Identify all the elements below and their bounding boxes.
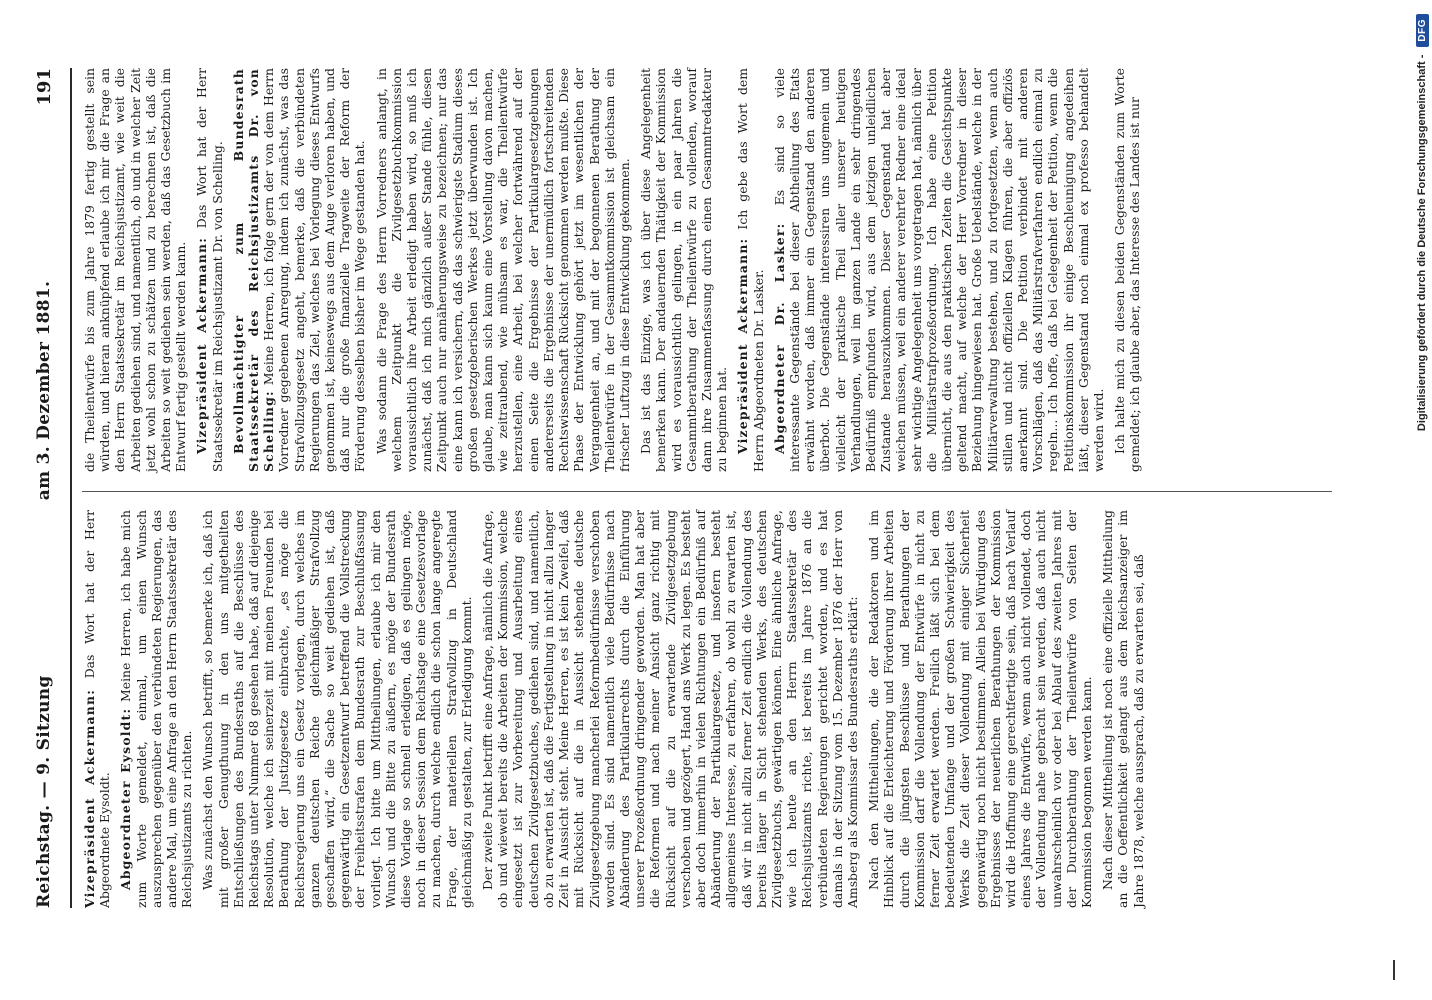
running-head-right: am 3. Dezember 1881. — [34, 280, 54, 501]
paragraph — [772, 68, 1106, 472]
paragraph-text: Der zweite Punkt betrifft eine Anfrage, nämlich die Anfrage, ob und wieweit bereits die Arbeiten der Kommission, welche eingesetzt ist zur Vorbereitung und Ausarbeitung eines deutschen Zivilgesetzbuches, gediehen sind, und namentlich, ob zu erwarten ist, daß die Fertigstellung in nicht allzu langer Zeit in Aussicht steht. Meine Herren, es ist kein Zweifel, daß mit Rücksicht auf die in Aussicht stehende deutsche Zivilgesetzgebung mancherlei Reformbedürfnisse verschoben worden sind. Es sind namentlich viele Bedürfnisse nach Abänderung des Partikularrechts durch die Einführung unserer Prozeßordnung dringender geworden. Man hat aber die Reformen und nach meiner Ansicht ganz richtig mit Rücksicht auf die zu erwartende Zivilgesetzgebung verschoben und gezögert, Hand ans Werk zu legen. Es besteht aber doch immerhin in vielen Richtungen ein Bedürfniß auf Abänderung der Partikulargesetze, und insofern besteht allgemeines Interesse, zu erfahren, ob wohl zu erwarten ist, daß wir in nicht allzu ferner Zeit endlich die Vollendung des bereits länger in Sicht stehenden Werks, des deutschen Zivilgesetzbuchs, gewärtigen können. Eine ähnliche Anfrage, wie ich heute an den Herrn Staatssekretär des Reichsjustizamts richte, ist bereits im Jahre 1876 an die verbündeten Regierungen gerichtet worden, und es hat damals in der Sitzung vom 15. Dezember 1876 der Herr von Amsberg als Kommissar des Bundesraths erklärt: — [480, 510, 860, 908]
paragraph — [1112, 68, 1142, 472]
paragraph-text: Es sind so viele interessante Gegenstände bei dieser Abtheilung des Etats erwähnt worden, daß immer ein Gegenstand den anderen überbot. Die Gegenstände interessiren uns ungemein und vielleicht der praktische Theil aller unserer heutigen Verhandlungen, weil im ganzen Lande ein sehr dringendes Bedürfniß empfunden wird, aus dem jetzigen unleidlichen Zustande herauszukommen. Dieser Gegenstand hat aber weichen müssen, weil ein anderer verehrter Redner eine ideal sehr wichtige Angelegenheit uns vorgetragen hat, nämlich über die Militärstrafprozeßordnung. Ich habe eine Petition übernicht, die aus den praktischen Zeiten die Gesichtspunkte geltend macht, auf welche der Herr Vorredner in dieser Beziehung hingewiesen hat. Große Uebelstände, welche in der Militärverwaltung bestehen, und zu fortgesetzten, wenn auch stillen und nicht offiziellen Klagen führen, die aber offiziös anerkannt sind. Die Petition verbindet mit anderen Vorschlägen, daß das Militärstrafverfahren endlich einmal zu regeln... Ich hoffe, daß bei Gelegenheit der Petition, wenn die Petitionskommission ihr einige Beschleunigung angedeihen läßt, dieser Gegenstand noch einmal ex professo behandelt werden wird. — [771, 68, 1106, 472]
credit-text: Digitalisierung gefördert durch die Deutsche Forschungsgemeinschaft - — [1416, 54, 1428, 432]
speaker-name: Abgeordneter Eysoldt: — [118, 707, 134, 890]
dfg-logo: DFG — [1416, 14, 1429, 47]
quoted-paragraph — [866, 510, 1094, 908]
page-number: 191 — [33, 68, 55, 106]
paragraph — [194, 68, 224, 472]
digitization-sidebar — [1404, 0, 1432, 1000]
column-divider — [82, 491, 1332, 492]
paragraph — [374, 68, 632, 472]
speaker-name: Vizepräsident Ackermann: — [735, 237, 751, 454]
paragraph — [82, 510, 112, 908]
paragraph — [735, 68, 765, 472]
paragraph-text: Meine Herren, ich folge gern der von dem Herrn Vorredner gegebenen Anregung, indem ich zunächst, was das Strafvollzugsgesetz angeht, bemerke, daß die verbündeten Regierungen das Ziel, welches bei Vorlegung dieses Entwurfs genommen ist, keineswegs aus dem Auge verloren haben, und daß nur die große finanzielle Tragweite der Reform der Förderung desselben bisher im Wege gestanden hat. — [261, 68, 368, 472]
paragraph-text: Nach den Mittheilungen, die der Redaktoren und im Hinblick auf die Erleichterung und Förderung ihrer Arbeiten durch die jüngsten Beschlüsse und Berathungen der Kommission darf die Vollendung der Entwürfe in nicht zu ferner Zeit erwartet werden. Freilich läßt sich bei dem bedeutenden Umfange und der großen Schwierigkeit des Werks die Zeit dieser Vollendung mit einiger Sicherheit gegenwärtig noch nicht bestimmen. Allein bei Würdigung des Ergebnisses der neuerlichen Berathungen der Kommission wird die Hoffnung eine gerechtfertigte sein, daß nach Verlauf eines Jahres die Entwürfe, wenn auch nicht vollendet, doch der Vollendung nahe gebracht sein werden, daß auch nicht unwahrscheinlich vor oder bei Ablauf des zweiten Jahres mit der Durchberathung der Theilentwürfe von Seiten der Kommission begonnen werden kann. — [866, 510, 1094, 908]
paragraph — [638, 68, 729, 472]
paragraph — [480, 510, 860, 908]
paragraph-text: Was zunächst den Wunsch betrifft, so bemerke ich, daß ich mit großer Genugthuung in den uns mitgetheilten Entschließungen des Bundesraths auf die Beschlüsse des Reichstags unter Nummer 68 gesehen habe, daß auf diejenige Resolution, welche ich seinerzeit mit meinen Freunden bei Berathung der Justizgesetze einbrachte, „es möge die Reichsregierung uns ein Gesetz vorlegen, durch welches im ganzen deutschen Reiche gleichmäßiger Strafvollzug geschaffen wird,“ die Sache so weit gediehen ist, daß gegenwärtig ein Gesetzentwurf betreffend die Vollstreckung der Freiheitsstrafen dem Bundesrath zur Beschlußfassung vorliegt. Ich bitte um Mittheilungen, erlaube ich mir den Wunsch und die Bitte zu äußern, es möge der Bundesrath diese Vorlage so schnell erledigen, daß es gelingen möge, noch in dieser Session dem Reichstage eine Gesetzesvorlage zu machen, durch welche endlich die schon lange angeregte Frage, der materiellen Strafvollzug in Deutschland gleichmäßig zu gestalten, zur Erledigung kommt. — [200, 510, 474, 908]
page-header — [24, 68, 64, 908]
paragraph — [82, 68, 188, 472]
paragraph — [1100, 510, 1146, 908]
speaker-name: Vizepräsident Ackermann: — [82, 689, 97, 908]
footer-mark — [1393, 960, 1395, 980]
paragraph-text: Ich gebe das Wort dem Herrn Abgeordneten Dr. Lasker. — [735, 68, 766, 472]
right-column — [82, 68, 1382, 472]
paragraph — [231, 68, 368, 472]
paragraph-text: Was sodann die Frage des Herrn Vorredners anlangt, in welchem Zeitpunkt die Zivilgesetzbuchkommission voraussichtlich ihre Arbeit erledigt haben wird, so muß ich zunächst, daß ich mich gänzlich außer Stande fühle, diesen Zeitpunkt auch nur annäherungsweise zu bezeichnen; nur das eine kann ich versichern, daß das schwierigste Stadium dieses großen gesetzgeberischen Werkes jetzt überwunden ist. Ich glaube, man kann sich kaum eine Vorstellung davon machen, wie zeitraubend, wie mühsam es war, die Theilentwürfe herzustellen, eine Arbeit, bei welcher fortwährend auf der einen Seite die Ergebnisse der Partikulargesetzgebungen andererseits die Ergebnisse der unermüdlich fortschreitenden Rechtswissenschaft Rücksicht genommen werden mußte. Diese Phase der Entwicklung gehört jetzt im wesentlichen der Vergangenheit an, und mit der begonnenen Berathung der Theilentwürfe in der Gesammtkommission ist gleichsam ein frischer Luftzug in diese Entwicklung gekommen. — [373, 68, 632, 472]
sidebar-credit — [1408, 0, 1432, 1000]
speaker-name: Bevollmächtigter zum Bundesrath Staatssekretär des Reichsjustizamts Dr. von Schelling: — [230, 68, 277, 472]
paragraph-text: Ich halte mich zu diesen beiden Gegenständen zum Worte gemeldet; ich glaube aber, das Interesse des Landes ist nur — [1112, 68, 1143, 472]
paragraph-text: Das Wort hat der Herr Abgeordnete Eysoldt. — [82, 510, 113, 908]
left-column — [82, 510, 1382, 908]
speaker-name: Vizepräsident Ackermann: — [194, 237, 210, 454]
paragraph-text: Das Wort hat der Herr Staatssekretär im Reichsjustizamt Dr. von Schelling. — [194, 68, 225, 472]
header-rule — [70, 68, 72, 908]
paragraph-text: Das ist das Einzige, was ich über diese Angelegenheit bemerken kann. Der andauernden Thätigkeit der Kommission wird es voraussichtlich gelingen, in ein paar Jahren die Gesammtberathung der Theilentwürfe zu vollenden, worauf dann ihre Zusammenfassung durch einen Gesammtredakteur zu beginnen hat. — [638, 68, 730, 472]
paragraph-text: Meine Herren, ich habe mich zum Worte gemeldet, einmal, um einen Wunsch auszusprechen gegenüber den verbündeten Regierungen, das andere Mal, um eine Anfrage an den Herrn Staatssekretär des Reichsjustizamts zu richten. — [118, 510, 195, 908]
paragraph-text: Nach dieser Mittheilung ist noch eine offizielle Mittheilung an die Oeffentlichkeit gelangt aus dem Reichsanzeiger im Jahre 1878, welche aussprach, daß zu erwarten sei, daß — [1100, 510, 1146, 908]
speaker-name: Abgeordneter Dr. Lasker: — [771, 222, 787, 454]
paragraph-text: die Theilentwürfe bis zum Jahre 1879 fertig gestellt sein würden, und hieran anknüpfend erlaube ich mir die Frage an den Herrn Staatssekretär im Reichsjustizamt, wie weit die Arbeiten gediehen sind, und namentlich, ob und in welcher Zeit jetzt wohl schon zu schätzen und zu berechnen ist, daß die Arbeiten so weit gediehen sein werden, daß das Gesetzbuch im Entwurf fertig gestellt werden kann. — [82, 68, 189, 472]
paragraph — [118, 510, 194, 908]
running-head-left: Reichstag. — 9. Sitzung — [34, 675, 54, 908]
paragraph — [200, 510, 474, 908]
